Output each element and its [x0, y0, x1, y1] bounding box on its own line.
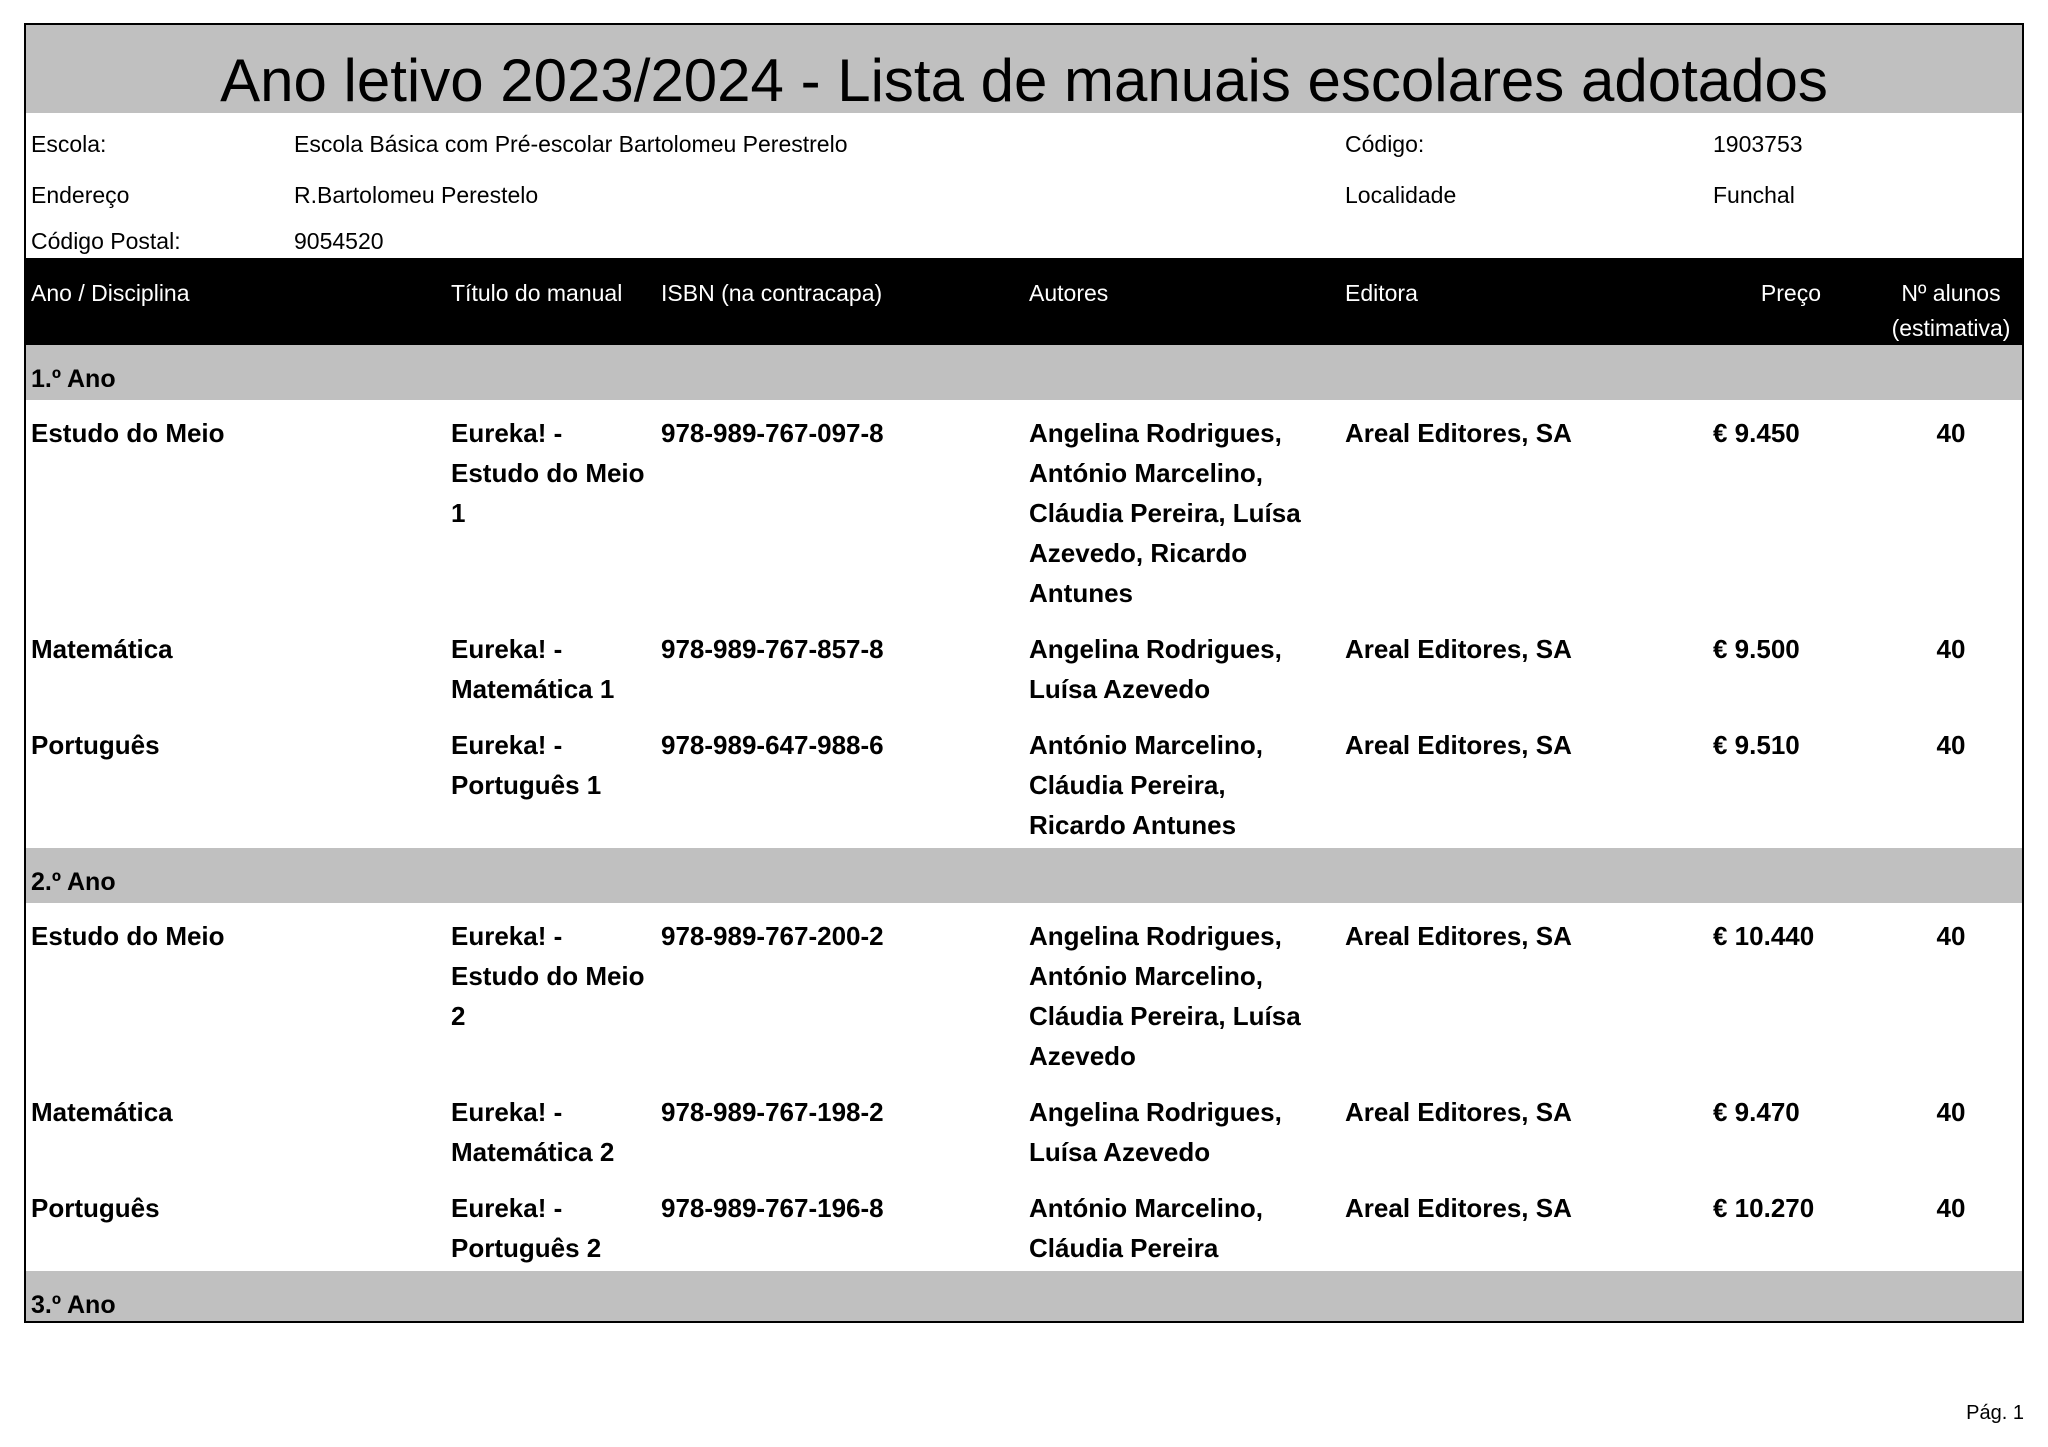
- cell-autores: [1029, 1092, 1329, 1172]
- header-autores: Autores: [1029, 280, 1109, 306]
- cell-titulo-line: Eureka! -: [451, 1193, 563, 1223]
- cell-disciplina: Português: [31, 1193, 160, 1223]
- cell-disciplina: Estudo do Meio: [31, 418, 225, 448]
- cell-autores-line: Cláudia Pereira: [1029, 1233, 1219, 1263]
- codigo-label: Código:: [1345, 131, 1425, 157]
- cell-autores: [1029, 916, 1329, 1076]
- cell-isbn: 978-989-767-196-8: [661, 1193, 884, 1223]
- localidade-label: Localidade: [1345, 182, 1457, 208]
- cell-alunos: 40: [1936, 1097, 1966, 1127]
- cell-autores-line: Angelina Rodrigues,: [1029, 634, 1282, 664]
- cell-disciplina: Matemática: [31, 1097, 173, 1127]
- cell-titulo-line: Português 1: [451, 770, 602, 800]
- cell-titulo-line: Eureka! -: [451, 730, 563, 760]
- cell-isbn: 978-989-647-988-6: [661, 730, 884, 760]
- header-preco: Preço: [1760, 280, 1821, 306]
- cell-autores-line: Ricardo Antunes: [1029, 810, 1237, 840]
- escola-value: Escola Básica com Pré-escolar Bartolomeu Perestrelo: [294, 131, 848, 157]
- cell-titulo-line: 1: [451, 498, 466, 528]
- section-header: [26, 848, 2022, 903]
- table-row: [26, 616, 2022, 712]
- header-alunos-line2: (estimativa): [1891, 315, 2011, 341]
- cell-titulo: [451, 1092, 656, 1172]
- cell-autores-line: Angelina Rodrigues,: [1029, 418, 1282, 448]
- cell-autores-line: Azevedo: [1029, 1041, 1136, 1071]
- cell-preco: € 9.500: [1713, 634, 1800, 664]
- cell-autores: [1029, 413, 1329, 613]
- page-number: Pág. 1: [1966, 1402, 2024, 1424]
- table-row: [26, 400, 2022, 616]
- table-row: [26, 1079, 2022, 1175]
- postal-value: 9054520: [294, 228, 384, 254]
- section-label: 3.º Ano: [31, 1291, 116, 1319]
- cell-autores-line: Cláudia Pereira, Luísa: [1029, 1001, 1301, 1031]
- cell-titulo: [451, 413, 656, 533]
- section-label: 1.º Ano: [31, 365, 116, 393]
- cell-editora: Areal Editores, SA: [1345, 418, 1572, 448]
- cell-titulo-line: Estudo do Meio: [451, 961, 645, 991]
- cell-isbn: 978-989-767-198-2: [661, 1097, 884, 1127]
- cell-titulo-line: Matemática 1: [451, 674, 615, 704]
- cell-editora: Areal Editores, SA: [1345, 1193, 1572, 1223]
- table-row: [26, 903, 2022, 1079]
- localidade-value: Funchal: [1713, 182, 1795, 208]
- header-titulo: Título do manual: [451, 280, 623, 306]
- title-bar: [26, 25, 2022, 113]
- header-alunos: [1876, 276, 2024, 346]
- cell-titulo-line: Eureka! -: [451, 921, 563, 951]
- cell-autores: [1029, 1188, 1329, 1268]
- cell-isbn: 978-989-767-097-8: [661, 418, 884, 448]
- info-row-escola: [26, 113, 2022, 164]
- cell-editora: Areal Editores, SA: [1345, 1097, 1572, 1127]
- document-sheet: [24, 23, 2024, 1323]
- cell-alunos: 40: [1936, 730, 1966, 760]
- cell-autores-line: Angelina Rodrigues,: [1029, 921, 1282, 951]
- cell-alunos: 40: [1936, 634, 1966, 664]
- cell-editora: Areal Editores, SA: [1345, 634, 1572, 664]
- cell-titulo-line: Eureka! -: [451, 634, 563, 664]
- cell-autores-line: Antunes: [1029, 578, 1133, 608]
- cell-titulo-line: Eureka! -: [451, 1097, 563, 1127]
- table-row: [26, 1175, 2022, 1271]
- cell-titulo: [451, 629, 656, 709]
- header-alunos-line1: Nº alunos: [1901, 280, 2001, 306]
- section-label: 2.º Ano: [31, 868, 116, 896]
- cell-autores: [1029, 629, 1329, 709]
- endereco-label: Endereço: [31, 182, 130, 208]
- section-header: [26, 345, 2022, 400]
- cell-preco: € 9.470: [1713, 1097, 1800, 1127]
- cell-editora: Areal Editores, SA: [1345, 730, 1572, 760]
- cell-autores-line: Azevedo, Ricardo: [1029, 538, 1248, 568]
- codigo-value: 1903753: [1713, 131, 1803, 157]
- cell-autores-line: Luísa Azevedo: [1029, 674, 1211, 704]
- cell-disciplina: Matemática: [31, 634, 173, 664]
- cell-isbn: 978-989-767-857-8: [661, 634, 884, 664]
- cell-preco: € 9.450: [1713, 418, 1800, 448]
- cell-autores-line: António Marcelino,: [1029, 1193, 1263, 1223]
- cell-autores-line: António Marcelino,: [1029, 458, 1263, 488]
- cell-autores-line: António Marcelino,: [1029, 730, 1263, 760]
- cell-autores-line: Luísa Azevedo: [1029, 1137, 1211, 1167]
- cell-alunos: 40: [1936, 921, 1966, 951]
- info-row-postal: [26, 215, 2022, 258]
- section-header: [26, 1271, 2022, 1323]
- cell-preco: € 10.440: [1713, 921, 1815, 951]
- cell-autores-line: António Marcelino,: [1029, 961, 1263, 991]
- postal-label: Código Postal:: [31, 228, 181, 254]
- cell-titulo-line: Português 2: [451, 1233, 602, 1263]
- cell-autores-line: Cláudia Pereira,: [1029, 770, 1226, 800]
- cell-titulo-line: Eureka! -: [451, 418, 563, 448]
- table-row: [26, 712, 2022, 848]
- cell-disciplina: Português: [31, 730, 160, 760]
- endereco-value: R.Bartolomeu Perestelo: [294, 182, 539, 208]
- cell-isbn: 978-989-767-200-2: [661, 921, 884, 951]
- document-title: Ano letivo 2023/2024 - Lista de manuais escolares adotados: [220, 47, 1828, 114]
- table-header: [26, 258, 2022, 345]
- header-isbn: ISBN (na contracapa): [661, 280, 883, 306]
- cell-disciplina: Estudo do Meio: [31, 921, 225, 951]
- cell-autores: [1029, 725, 1329, 845]
- cell-titulo: [451, 1188, 656, 1268]
- cell-titulo-line: Matemática 2: [451, 1137, 615, 1167]
- cell-autores-line: Angelina Rodrigues,: [1029, 1097, 1282, 1127]
- cell-titulo-line: Estudo do Meio: [451, 458, 645, 488]
- table-body: [26, 345, 2022, 1323]
- header-editora: Editora: [1345, 280, 1418, 306]
- cell-titulo: [451, 916, 656, 1036]
- cell-preco: € 9.510: [1713, 730, 1800, 760]
- escola-label: Escola:: [31, 131, 107, 157]
- cell-editora: Areal Editores, SA: [1345, 921, 1572, 951]
- header-disciplina: Ano / Disciplina: [31, 280, 190, 306]
- cell-titulo: [451, 725, 656, 805]
- cell-autores-line: Cláudia Pereira, Luísa: [1029, 498, 1301, 528]
- cell-alunos: 40: [1936, 418, 1966, 448]
- info-row-endereco: [26, 164, 2022, 215]
- cell-alunos: 40: [1936, 1193, 1966, 1223]
- cell-preco: € 10.270: [1713, 1193, 1815, 1223]
- cell-titulo-line: 2: [451, 1001, 466, 1031]
